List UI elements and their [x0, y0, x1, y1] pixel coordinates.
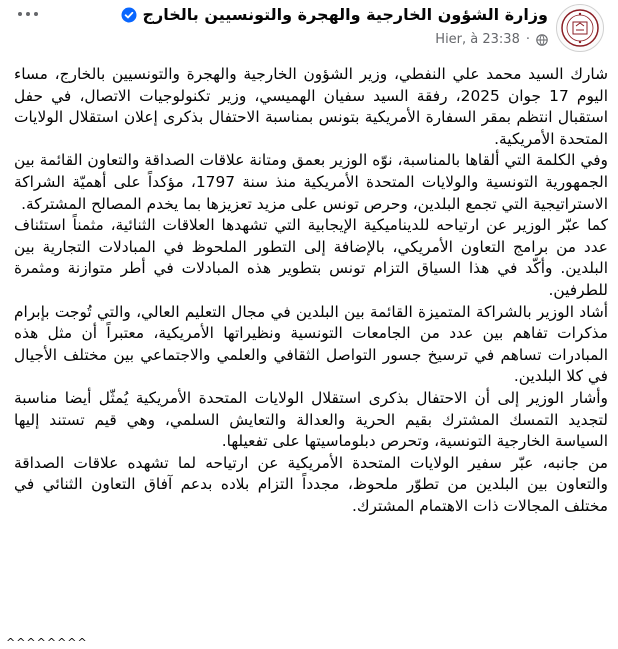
ministry-seal-icon [560, 8, 600, 48]
post-paragraph-5: وأشار الوزير إلى أن الاحتفال بذكرى استقلال الولايات المتحدة الأمريكية يُمثّل أيضا مناسبة لتجديد التمسك المشترك بقيم الحرية والعدالة والتعايش السلمي، وهي قيم تستند إليها السياسة الخارجية التونسية، وتحرص دبلوماسيتها على تفعيلها. [14, 388, 608, 451]
trailing-text: ^^^^^^^^ [6, 636, 88, 649]
post-timestamp[interactable]: Hier, à 23:38 [435, 32, 520, 47]
post-paragraph-4: أشاد الوزير بالشراكة المتميزة القائمة بين البلدين في مجال التعليم العالي، والتي تُوجت بإبرام مذكرات تفاهم بين عدد من الجامعات التونسية ونظيراتها الأمريكية، معتبراً أن مثل هذه المبادرات تساهم في ترسيخ جسور التواصل الثقافي والعلمي والاجتماعي بين مختلف الأجيال في كلا البلدين. [14, 302, 608, 386]
post-paragraph-1: شارك السيد محمد علي النفطي، وزير الشؤون الخارجية والهجرة والتونسيين بالخارج، مساء اليوم 17 جوان 2025، رفقة السيد سفيان الهميسي، وزير تكنولوجيات الاتصال، في حفل استقبال انتظم بمقر السفارة الأمريكية بتونس بمناسبة الاحتفال بذكرى إعلان استقلال الولايات المتحدة الأمريكية. [14, 65, 609, 148]
post-body [14, 64, 608, 517]
post-paragraph-3: كما عبّر الوزير عن ارتياحه للديناميكية الإيجابية التي تشهدها العلاقات الثنائية، مثمناً استئناف عدد من برامج التعاون الأمريكي، بالإضافة إلى التطور الملحوظ في المبادلات التجارية بين البلدين. وأكّد في هذا السياق التزام تونس بتطوير هذه المبادلات في أطر متوازنة ومثمرة للطرفين. [14, 216, 608, 299]
page-name-row [121, 5, 548, 24]
public-globe-icon [536, 34, 548, 46]
page-name[interactable]: وزارة الشؤون الخارجية والهجرة والتونسيين بالخارج [142, 5, 548, 24]
post-paragraph-6: من جانبه، عبّر سفير الولايات المتحدة الأمريكية عن ارتياحه لما تشهده علاقات الصداقة والتعاون بين البلدين من تطوّر ملحوظ، مجدداً التزام بلاده بدعم آفاق التعاون الثنائي في مختلف المجالات ذات الاهتمام المشترك. [14, 453, 608, 515]
post-header [0, 0, 618, 60]
meta-separator: · [525, 32, 530, 47]
verified-badge-icon [121, 7, 137, 23]
post-paragraph-2: وفي الكلمة التي ألقاها بالمناسبة، نوّه الوزير بعمق ومتانة علاقات الصداقة والتعاون القائمة بين الجمهورية التونسية والولايات المتحدة الأمريكية منذ سنة 1797، مؤكداً على أهميّة الشراكة الاستراتيجية التي تجمع البلدين، وحرص تونس على مزيد تعزيزها بما يخدم المصالح المشتركة. [14, 151, 608, 213]
post-meta [435, 32, 548, 47]
avatar[interactable] [556, 4, 604, 52]
more-options-icon[interactable] [14, 4, 42, 24]
